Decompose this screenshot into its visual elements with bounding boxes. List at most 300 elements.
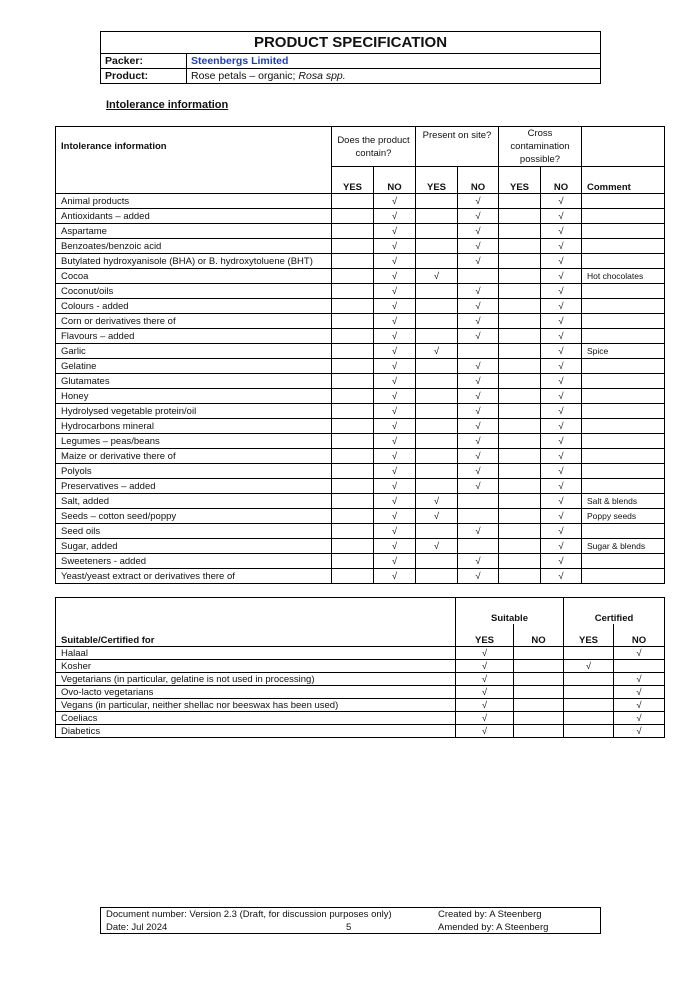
no-check-cell: √ xyxy=(374,284,416,299)
intolerance-row xyxy=(56,569,665,584)
intolerance-item-name: Coconut/oils xyxy=(56,284,332,299)
yes-check-cell: √ xyxy=(456,686,514,699)
no-check-cell xyxy=(458,269,499,284)
intolerance-item-name: Butylated hydroxyanisole (BHA) or B. hydroxytoluene (BHT) xyxy=(56,254,332,269)
intolerance-row xyxy=(56,239,665,254)
no-check-cell: √ xyxy=(541,539,582,554)
no-check-cell xyxy=(514,647,564,660)
yes-check-cell xyxy=(416,524,458,539)
intolerance-item-name: Sweeteners - added xyxy=(56,554,332,569)
intolerance-item-name: Maize or derivative there of xyxy=(56,449,332,464)
yes-check-cell xyxy=(416,554,458,569)
no-check-cell: √ xyxy=(541,329,582,344)
intolerance-comment xyxy=(582,479,665,494)
no-check-cell: √ xyxy=(458,554,499,569)
no-check-cell: √ xyxy=(458,464,499,479)
yes-check-cell xyxy=(416,374,458,389)
yes-check-cell xyxy=(332,359,374,374)
no-check-cell: √ xyxy=(541,464,582,479)
no-check-cell: √ xyxy=(458,314,499,329)
intolerance-comment: Sugar & blends xyxy=(582,539,665,554)
yes-check-cell xyxy=(564,712,614,725)
no-check-cell: √ xyxy=(374,254,416,269)
no-check-cell: √ xyxy=(614,673,665,686)
product-value-cell xyxy=(187,69,601,84)
col-header-yes: YES xyxy=(456,624,514,647)
no-check-cell: √ xyxy=(458,329,499,344)
no-check-cell xyxy=(514,660,564,673)
intolerance-item-name: Sugar, added xyxy=(56,539,332,554)
no-check-cell: √ xyxy=(374,404,416,419)
intolerance-comment: Hot chocolates xyxy=(582,269,665,284)
intolerance-item-name: Hydrocarbons mineral xyxy=(56,419,332,434)
yes-check-cell xyxy=(332,569,374,584)
suitable-row xyxy=(56,673,665,686)
no-check-cell: √ xyxy=(614,699,665,712)
col-header-no: NO xyxy=(374,167,416,194)
no-check-cell: √ xyxy=(614,725,665,738)
intolerance-row xyxy=(56,479,665,494)
yes-check-cell xyxy=(332,299,374,314)
footer-page-number: 5 xyxy=(346,922,352,933)
suitable-item-name: Ovo-lacto vegetarians xyxy=(56,686,456,699)
intolerance-row xyxy=(56,494,665,509)
yes-check-cell: √ xyxy=(416,344,458,359)
intolerance-comment xyxy=(582,554,665,569)
yes-check-cell xyxy=(499,269,541,284)
no-check-cell: √ xyxy=(374,194,416,209)
intolerance-comment xyxy=(582,389,665,404)
no-check-cell: √ xyxy=(458,254,499,269)
intolerance-item-name: Cocoa xyxy=(56,269,332,284)
yes-check-cell: √ xyxy=(456,647,514,660)
col-header-no: NO xyxy=(614,624,665,647)
no-check-cell xyxy=(514,712,564,725)
yes-check-cell xyxy=(416,254,458,269)
intolerance-item-name: Flavours – added xyxy=(56,329,332,344)
intolerance-comment xyxy=(582,569,665,584)
yes-check-cell xyxy=(332,374,374,389)
yes-check-cell: √ xyxy=(416,494,458,509)
yes-check-cell xyxy=(332,224,374,239)
yes-check-cell xyxy=(332,254,374,269)
no-check-cell: √ xyxy=(458,419,499,434)
col-header-comment: Comment xyxy=(582,167,665,194)
no-check-cell: √ xyxy=(374,299,416,314)
suitable-corner-spacer xyxy=(56,598,456,625)
intolerance-row xyxy=(56,329,665,344)
yes-check-cell xyxy=(332,269,374,284)
yes-check-cell xyxy=(499,539,541,554)
intolerance-comment: Salt & blends xyxy=(582,494,665,509)
yes-check-cell xyxy=(416,239,458,254)
no-check-cell: √ xyxy=(458,209,499,224)
yes-check-cell xyxy=(499,479,541,494)
yes-check-cell xyxy=(499,284,541,299)
intolerance-row xyxy=(56,224,665,239)
yes-check-cell xyxy=(416,419,458,434)
intolerance-row xyxy=(56,374,665,389)
yes-check-cell xyxy=(564,725,614,738)
no-check-cell: √ xyxy=(458,524,499,539)
yes-check-cell xyxy=(332,539,374,554)
no-check-cell: √ xyxy=(374,494,416,509)
intolerance-row xyxy=(56,209,665,224)
intolerance-comment xyxy=(582,209,665,224)
intolerance-item-name: Gelatine xyxy=(56,359,332,374)
intolerance-item-name: Preservatives – added xyxy=(56,479,332,494)
yes-check-cell xyxy=(332,344,374,359)
no-check-cell: √ xyxy=(458,359,499,374)
group-header-suitable: Suitable xyxy=(456,598,564,625)
suitable-row xyxy=(56,686,665,699)
intolerance-row xyxy=(56,344,665,359)
intolerance-comment xyxy=(582,194,665,209)
no-check-cell: √ xyxy=(541,224,582,239)
no-check-cell xyxy=(514,673,564,686)
no-check-cell: √ xyxy=(374,224,416,239)
intolerance-table xyxy=(55,126,665,584)
intolerance-row xyxy=(56,314,665,329)
yes-check-cell xyxy=(499,404,541,419)
footer-doc-number: Document number: Version 2.3 (Draft, for discussion purposes only) xyxy=(106,909,392,920)
intolerance-comment xyxy=(582,254,665,269)
no-check-cell: √ xyxy=(541,359,582,374)
no-check-cell: √ xyxy=(374,464,416,479)
intolerance-comment xyxy=(582,239,665,254)
yes-check-cell: √ xyxy=(456,660,514,673)
intolerance-row xyxy=(56,254,665,269)
yes-check-cell xyxy=(332,209,374,224)
no-check-cell: √ xyxy=(374,239,416,254)
intolerance-corner-label: Intolerance information xyxy=(56,127,332,167)
yes-check-cell xyxy=(564,673,614,686)
no-check-cell: √ xyxy=(541,479,582,494)
intolerance-row xyxy=(56,284,665,299)
no-check-cell: √ xyxy=(541,269,582,284)
intolerance-comment xyxy=(582,359,665,374)
no-check-cell: √ xyxy=(541,299,582,314)
page-title: PRODUCT SPECIFICATION xyxy=(101,32,601,54)
suitable-item-name: Coeliacs xyxy=(56,712,456,725)
no-check-cell xyxy=(614,660,665,673)
footer-date: Date: Jul 2024 xyxy=(106,922,168,933)
no-check-cell: √ xyxy=(374,449,416,464)
yes-check-cell xyxy=(332,494,374,509)
suitable-item-name: Halaal xyxy=(56,647,456,660)
no-check-cell: √ xyxy=(614,686,665,699)
yes-check-cell: √ xyxy=(456,725,514,738)
suitable-certified-table xyxy=(55,597,665,738)
yes-check-cell xyxy=(416,224,458,239)
intolerance-comment xyxy=(582,464,665,479)
group-header-cross: Cross contamination possible? xyxy=(499,127,582,167)
yes-check-cell xyxy=(416,389,458,404)
intolerance-item-name: Animal products xyxy=(56,194,332,209)
intolerance-comment xyxy=(582,419,665,434)
yes-check-cell xyxy=(332,404,374,419)
yes-check-cell xyxy=(499,449,541,464)
yes-check-cell: √ xyxy=(456,699,514,712)
intolerance-row xyxy=(56,269,665,284)
yes-check-cell xyxy=(332,449,374,464)
no-check-cell: √ xyxy=(541,524,582,539)
intolerance-item-name: Yeast/yeast extract or derivatives there of xyxy=(56,569,332,584)
yes-check-cell xyxy=(499,209,541,224)
group-header-certified: Certified xyxy=(564,598,665,625)
no-check-cell: √ xyxy=(374,479,416,494)
yes-check-cell xyxy=(416,314,458,329)
no-check-cell: √ xyxy=(541,284,582,299)
intolerance-item-name: Glutamates xyxy=(56,374,332,389)
yes-check-cell xyxy=(499,329,541,344)
intolerance-row xyxy=(56,449,665,464)
intolerance-row xyxy=(56,434,665,449)
intolerance-item-name: Antioxidants – added xyxy=(56,209,332,224)
no-check-cell: √ xyxy=(374,389,416,404)
yes-check-cell xyxy=(499,524,541,539)
intolerance-item-name: Colours - added xyxy=(56,299,332,314)
suitable-item-name: Vegetarians (in particular, gelatine is not used in processing) xyxy=(56,673,456,686)
yes-check-cell xyxy=(499,389,541,404)
no-check-cell: √ xyxy=(458,224,499,239)
group-header-contain: Does the product contain? xyxy=(332,127,416,167)
intolerance-row xyxy=(56,299,665,314)
yes-check-cell xyxy=(332,419,374,434)
yes-check-cell: √ xyxy=(416,539,458,554)
no-check-cell: √ xyxy=(458,239,499,254)
yes-check-cell xyxy=(332,509,374,524)
no-check-cell: √ xyxy=(374,539,416,554)
no-check-cell: √ xyxy=(374,419,416,434)
yes-check-cell xyxy=(332,194,374,209)
yes-check-cell xyxy=(332,479,374,494)
intolerance-item-name: Salt, added xyxy=(56,494,332,509)
no-check-cell: √ xyxy=(614,647,665,660)
suitable-row xyxy=(56,647,665,660)
yes-check-cell xyxy=(499,359,541,374)
no-check-cell: √ xyxy=(458,479,499,494)
intolerance-comment: Poppy seeds xyxy=(582,509,665,524)
no-check-cell: √ xyxy=(458,299,499,314)
no-check-cell xyxy=(458,539,499,554)
yes-check-cell xyxy=(416,209,458,224)
intolerance-comment xyxy=(582,524,665,539)
yes-check-cell xyxy=(416,194,458,209)
intolerance-comment xyxy=(582,329,665,344)
yes-check-cell xyxy=(416,434,458,449)
intolerance-row xyxy=(56,389,665,404)
section-heading: Intolerance information xyxy=(106,99,229,111)
yes-check-cell xyxy=(416,404,458,419)
no-check-cell: √ xyxy=(458,194,499,209)
subheader-spacer xyxy=(56,167,332,194)
no-check-cell: √ xyxy=(541,209,582,224)
packer-label: Packer: xyxy=(101,54,187,69)
yes-check-cell xyxy=(332,524,374,539)
intolerance-row xyxy=(56,404,665,419)
intolerance-item-name: Polyols xyxy=(56,464,332,479)
packer-value: Steenbergs Limited xyxy=(187,54,601,69)
yes-check-cell xyxy=(499,464,541,479)
product-label: Product: xyxy=(101,69,187,84)
yes-check-cell xyxy=(564,699,614,712)
intolerance-row xyxy=(56,359,665,374)
no-check-cell: √ xyxy=(458,449,499,464)
no-check-cell: √ xyxy=(374,524,416,539)
col-header-no: NO xyxy=(541,167,582,194)
yes-check-cell xyxy=(416,449,458,464)
no-check-cell: √ xyxy=(541,404,582,419)
col-header-no: NO xyxy=(458,167,499,194)
yes-check-cell xyxy=(332,389,374,404)
product-value: Rose petals – organic; xyxy=(191,70,299,82)
intolerance-item-name: Aspartame xyxy=(56,224,332,239)
yes-check-cell xyxy=(416,464,458,479)
yes-check-cell xyxy=(332,314,374,329)
suitable-item-name: Kosher xyxy=(56,660,456,673)
col-header-yes: YES xyxy=(416,167,458,194)
no-check-cell: √ xyxy=(458,374,499,389)
intolerance-item-name: Corn or derivatives there of xyxy=(56,314,332,329)
footer-created-by: Created by: A Steenberg xyxy=(438,909,542,920)
no-check-cell xyxy=(458,509,499,524)
yes-check-cell xyxy=(564,686,614,699)
no-check-cell: √ xyxy=(541,254,582,269)
no-check-cell xyxy=(458,494,499,509)
document-footer xyxy=(100,907,601,934)
intolerance-item-name: Legumes – peas/beans xyxy=(56,434,332,449)
no-check-cell: √ xyxy=(374,209,416,224)
yes-check-cell xyxy=(564,647,614,660)
intolerance-row xyxy=(56,419,665,434)
yes-check-cell xyxy=(332,329,374,344)
suitable-row xyxy=(56,725,665,738)
no-check-cell: √ xyxy=(541,494,582,509)
no-check-cell: √ xyxy=(541,344,582,359)
col-header-yes: YES xyxy=(564,624,614,647)
product-latin-name: Rosa spp. xyxy=(298,70,346,82)
no-check-cell xyxy=(458,344,499,359)
no-check-cell: √ xyxy=(374,509,416,524)
no-check-cell: √ xyxy=(374,554,416,569)
no-check-cell: √ xyxy=(541,314,582,329)
no-check-cell: √ xyxy=(374,434,416,449)
yes-check-cell xyxy=(499,434,541,449)
group-header-site: Present on site? xyxy=(416,127,499,167)
spec-header-table xyxy=(100,31,601,84)
intolerance-comment xyxy=(582,314,665,329)
col-header-yes: YES xyxy=(332,167,374,194)
yes-check-cell: √ xyxy=(456,712,514,725)
yes-check-cell: √ xyxy=(416,269,458,284)
intolerance-item-name: Garlic xyxy=(56,344,332,359)
intolerance-row xyxy=(56,194,665,209)
no-check-cell: √ xyxy=(458,389,499,404)
no-check-cell: √ xyxy=(541,449,582,464)
no-check-cell xyxy=(514,725,564,738)
yes-check-cell xyxy=(499,239,541,254)
suitable-item-name: Diabetics xyxy=(56,725,456,738)
no-check-cell: √ xyxy=(541,239,582,254)
comment-header-spacer xyxy=(582,127,665,167)
intolerance-row xyxy=(56,509,665,524)
no-check-cell: √ xyxy=(541,374,582,389)
no-check-cell: √ xyxy=(458,434,499,449)
yes-check-cell xyxy=(499,299,541,314)
intolerance-row xyxy=(56,554,665,569)
suitable-row xyxy=(56,712,665,725)
yes-check-cell: √ xyxy=(456,673,514,686)
intolerance-row xyxy=(56,464,665,479)
no-check-cell: √ xyxy=(541,389,582,404)
no-check-cell: √ xyxy=(541,419,582,434)
yes-check-cell: √ xyxy=(564,660,614,673)
suitable-item-name: Vegans (in particular, neither shellac nor beeswax has been used) xyxy=(56,699,456,712)
suitable-header-label: Suitable/Certified for xyxy=(56,624,456,647)
intolerance-item-name: Honey xyxy=(56,389,332,404)
yes-check-cell xyxy=(416,284,458,299)
intolerance-comment xyxy=(582,299,665,314)
yes-check-cell xyxy=(499,314,541,329)
intolerance-comment xyxy=(582,224,665,239)
intolerance-comment xyxy=(582,404,665,419)
yes-check-cell xyxy=(499,554,541,569)
yes-check-cell xyxy=(332,284,374,299)
no-check-cell: √ xyxy=(374,569,416,584)
yes-check-cell xyxy=(499,494,541,509)
intolerance-item-name: Hydrolysed vegetable protein/oil xyxy=(56,404,332,419)
yes-check-cell xyxy=(499,224,541,239)
footer-amended-by: Amended by: A Steenberg xyxy=(438,922,549,933)
intolerance-item-name: Benzoates/benzoic acid xyxy=(56,239,332,254)
no-check-cell: √ xyxy=(614,712,665,725)
intolerance-comment xyxy=(582,374,665,389)
no-check-cell: √ xyxy=(541,434,582,449)
intolerance-row xyxy=(56,524,665,539)
no-check-cell: √ xyxy=(541,569,582,584)
no-check-cell: √ xyxy=(458,404,499,419)
yes-check-cell xyxy=(499,569,541,584)
no-check-cell: √ xyxy=(541,509,582,524)
no-check-cell: √ xyxy=(541,194,582,209)
yes-check-cell xyxy=(416,569,458,584)
no-check-cell xyxy=(514,699,564,712)
col-header-no: NO xyxy=(514,624,564,647)
no-check-cell: √ xyxy=(374,269,416,284)
no-check-cell xyxy=(514,686,564,699)
yes-check-cell: √ xyxy=(416,509,458,524)
yes-check-cell xyxy=(332,464,374,479)
suitable-row xyxy=(56,699,665,712)
no-check-cell: √ xyxy=(374,314,416,329)
no-check-cell: √ xyxy=(458,569,499,584)
no-check-cell: √ xyxy=(374,329,416,344)
intolerance-item-name: Seed oils xyxy=(56,524,332,539)
yes-check-cell xyxy=(499,254,541,269)
suitable-row xyxy=(56,660,665,673)
yes-check-cell xyxy=(499,344,541,359)
yes-check-cell xyxy=(416,299,458,314)
no-check-cell: √ xyxy=(374,374,416,389)
yes-check-cell xyxy=(416,329,458,344)
intolerance-comment xyxy=(582,434,665,449)
no-check-cell: √ xyxy=(458,284,499,299)
no-check-cell: √ xyxy=(541,554,582,569)
intolerance-comment xyxy=(582,284,665,299)
col-header-yes: YES xyxy=(499,167,541,194)
no-check-cell: √ xyxy=(374,344,416,359)
